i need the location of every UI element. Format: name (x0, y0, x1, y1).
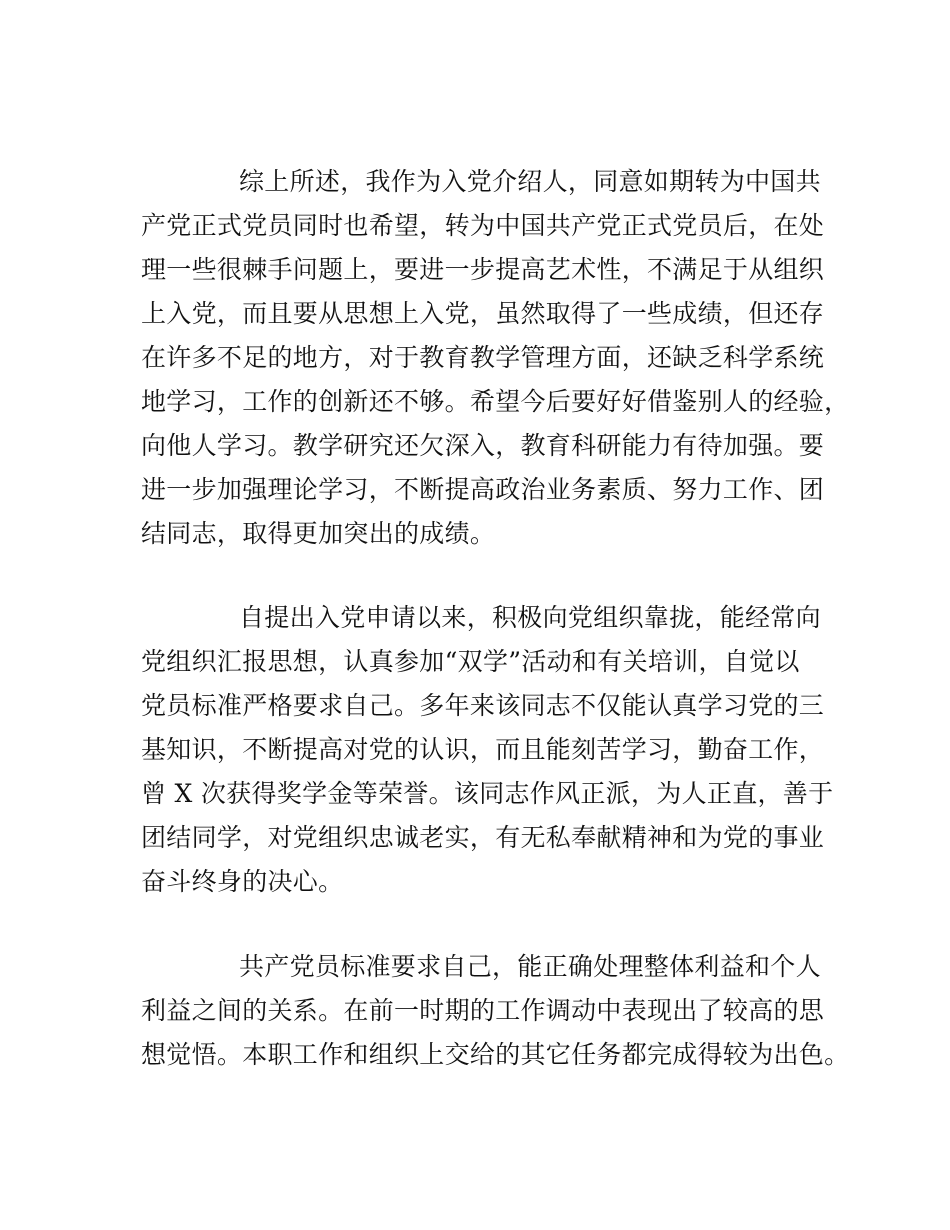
paragraph-line: 党组织汇报思想，认真参加“双学”活动和有关培训，自觉以 (141, 647, 800, 676)
paragraph-3 (141, 945, 850, 1077)
paragraph-2 (141, 596, 834, 904)
paragraph-line: 地学习，工作的创新还不够。希望今后要好好借鉴别人的经验， (141, 387, 850, 416)
paragraph-line: 党员标准严格要求自己。多年来该同志不仅能认真学习党的三 (141, 691, 825, 720)
paragraph-line: 上入党，而且要从思想上入党，虽然取得了一些成绩，但还存 (141, 299, 825, 328)
paragraph-line: 向他人学习。教学研究还欠深入，教育科研能力有待加强。要 (141, 431, 825, 460)
paragraph-line: 结同志，取得更加突出的成绩。 (141, 519, 496, 548)
paragraph-line: 在许多不足的地方，对于教育教学管理方面，还缺乏科学系统 (141, 343, 825, 372)
paragraph-line: 团结同学，对党组织忠诚老实，有无私奉献精神和为党的事业 (141, 823, 825, 852)
paragraph-line: 奋斗终身的决心。 (141, 867, 344, 896)
paragraph-line: 曾 X 次获得奖学金等荣誉。该同志作风正派，为人正直，善于 (141, 779, 834, 808)
paragraph-line: 产党正式党员同时也希望，转为中国共产党正式党员后，在处 (141, 211, 825, 240)
paragraph-line: 综上所述，我作为入党介绍人，同意如期转为中国共 (239, 167, 821, 196)
paragraph-line: 进一步加强理论学习，不断提高政治业务素质、努力工作、团 (141, 475, 825, 504)
paragraph-line: 理一些很棘手问题上，要进一步提高艺术性，不满足于从组织 (141, 255, 825, 284)
paragraph-line: 想觉悟。本职工作和组织上交给的其它任务都完成得较为出色。 (141, 1040, 850, 1069)
paragraph-line: 基知识，不断提高对党的认识，而且能刻苦学习，勤奋工作， (141, 735, 825, 764)
paragraph-1 (141, 160, 850, 556)
paragraph-line: 利益之间的关系。在前一时期的工作调动中表现出了较高的思 (141, 996, 825, 1025)
paragraph-line: 共产党员标准要求自己，能正确处理整体利益和个人 (239, 952, 821, 981)
paragraph-line: 自提出入党申请以来，积极向党组织靠拢，能经常向 (239, 603, 821, 632)
